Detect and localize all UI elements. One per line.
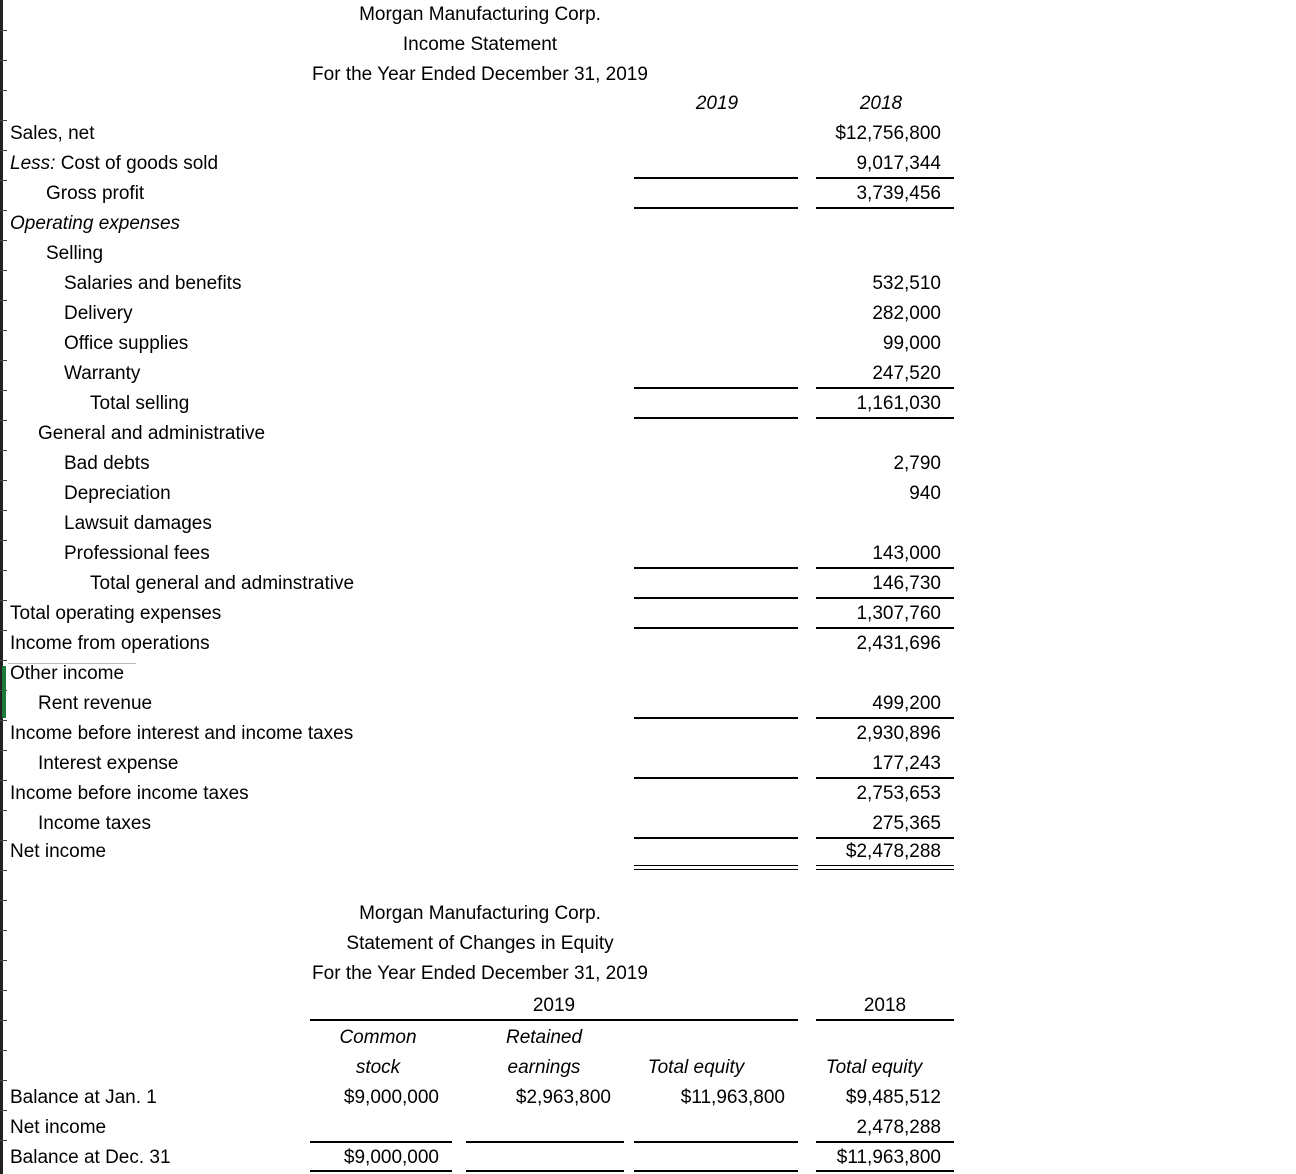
header-total-equity-2019: Total equity — [647, 1057, 745, 1078]
value-2018-salaries: 532,510 — [872, 273, 941, 294]
row-divider — [0, 480, 7, 481]
row-divider — [0, 990, 7, 991]
value-total-equity-2018-dec31: $11,963,800 — [836, 1147, 941, 1168]
row-divider — [0, 660, 7, 661]
underline-equity-total2018-dec31 — [816, 1170, 954, 1172]
row-label-balance-jan1: Balance at Jan. 1 — [10, 1087, 157, 1108]
row-divider — [0, 570, 7, 571]
value-total-equity-2018-jan1: $9,485,512 — [845, 1087, 941, 1108]
underline-equity-retained-dec31 — [466, 1170, 624, 1172]
row-label-total-ga: Total general and adminstrative — [90, 573, 355, 594]
value-retained-earnings-jan1: $2,963,800 — [515, 1087, 611, 1108]
row-divider — [0, 120, 7, 121]
row-label-salaries: Salaries and benefits — [64, 273, 242, 294]
underline-2019-taxes — [634, 837, 798, 839]
value-2018-income-taxes: 275,365 — [872, 813, 941, 834]
underline-2018-rent — [816, 717, 954, 719]
row-divider — [0, 510, 7, 511]
underline-2019-interest — [634, 777, 798, 779]
equity-column-header-2019: 2019 — [532, 995, 576, 1016]
header-total-equity-2018: Total equity — [825, 1057, 923, 1078]
double-underline-2018-net-income — [816, 865, 954, 870]
value-2018-sales: $12,756,800 — [835, 123, 941, 144]
row-divider — [0, 270, 7, 271]
row-label-professional-fees: Professional fees — [64, 543, 210, 564]
row-divider — [0, 60, 7, 61]
column-header-2019: 2019 — [695, 93, 739, 114]
underline-2019-gross-profit — [634, 207, 798, 209]
underline-2018-professional-fees — [816, 567, 954, 569]
equity-period: For the Year Ended December 31, 2019 — [312, 963, 648, 984]
income-statement-title: Income Statement — [402, 34, 558, 55]
row-label-operating-expenses: Operating expenses — [10, 213, 181, 234]
row-label-selling: Selling — [46, 243, 104, 264]
row-divider — [0, 630, 7, 631]
value-common-stock-dec31: $9,000,000 — [343, 1147, 439, 1168]
underline-2019-total-selling — [634, 417, 798, 419]
underline-2019-professional-fees — [634, 567, 798, 569]
value-2018-depreciation: 940 — [909, 483, 941, 504]
underline-2018-taxes — [816, 837, 954, 839]
row-divider — [0, 150, 7, 151]
underline-2018-total-opex — [816, 627, 954, 629]
value-total-equity-2018-net-income: 2,478,288 — [856, 1117, 941, 1138]
row-divider — [0, 450, 7, 451]
row-label-delivery: Delivery — [64, 303, 133, 324]
column-header-2018: 2018 — [859, 93, 903, 114]
underline-2019-warranty — [634, 387, 798, 389]
underline-2019-total-opex — [634, 627, 798, 629]
value-2018-gross-profit: 3,739,456 — [856, 183, 941, 204]
row-label-total-selling: Total selling — [90, 393, 190, 414]
header-retained-earnings-line2: earnings — [507, 1057, 581, 1078]
selected-cell-indicator — [2, 666, 6, 718]
underline-2018-interest — [816, 777, 954, 779]
value-common-stock-jan1: $9,000,000 — [343, 1087, 439, 1108]
row-divider — [0, 300, 7, 301]
row-label-balance-dec31: Balance at Dec. 31 — [10, 1147, 171, 1168]
underline-2018-total-selling — [816, 417, 954, 419]
value-2018-delivery: 282,000 — [872, 303, 941, 324]
underline-2018-cogs — [816, 177, 954, 179]
row-divider — [0, 900, 7, 901]
value-2018-net-income: $2,478,288 — [845, 841, 941, 862]
row-label-general-administrative: General and administrative — [38, 423, 266, 444]
row-label-sales: Sales, net — [10, 123, 95, 144]
value-2018-total-operating-expenses: 1,307,760 — [856, 603, 941, 624]
income-company-name: Morgan Manufacturing Corp. — [359, 4, 601, 25]
row-divider — [0, 810, 7, 811]
row-label-income-before-taxes: Income before income taxes — [10, 783, 249, 804]
equity-statement-title: Statement of Changes in Equity — [346, 933, 614, 954]
value-2018-interest-expense: 177,243 — [872, 753, 941, 774]
value-2018-warranty: 247,520 — [872, 363, 941, 384]
underline-equity-2019-header — [310, 1019, 798, 1021]
row-divider — [0, 330, 7, 331]
underline-equity-total2019-dec31 — [634, 1170, 798, 1172]
header-retained-earnings-line1: Retained — [505, 1027, 583, 1048]
underline-2018-total-ga — [816, 597, 954, 599]
value-2018-total-selling: 1,161,030 — [856, 393, 941, 414]
row-label-income-from-operations: Income from operations — [10, 633, 210, 654]
less-prefix: Less: — [10, 153, 56, 174]
row-label-depreciation: Depreciation — [64, 483, 171, 504]
underline-equity-total2019-net-income — [634, 1141, 798, 1143]
row-label-income-taxes: Income taxes — [38, 813, 151, 834]
row-divider — [0, 420, 7, 421]
income-period: For the Year Ended December 31, 2019 — [312, 64, 648, 85]
header-common-stock-line2: stock — [355, 1057, 401, 1078]
row-header-border — [0, 0, 3, 1174]
value-2018-rent-revenue: 499,200 — [872, 693, 941, 714]
row-divider — [0, 240, 7, 241]
row-divider — [0, 840, 7, 841]
row-divider — [0, 600, 7, 601]
underline-equity-total2018-net-income — [816, 1141, 954, 1143]
underline-2019-rent — [634, 717, 798, 719]
double-underline-2019-net-income — [634, 865, 798, 870]
value-2018-total-ga: 146,730 — [872, 573, 941, 594]
row-divider — [0, 870, 7, 871]
value-2018-cogs: 9,017,344 — [856, 153, 941, 174]
value-2018-income-before-interest-taxes: 2,930,896 — [856, 723, 941, 744]
row-divider — [0, 1050, 7, 1051]
row-label-cogs — [10, 153, 218, 175]
underline-2019-cogs — [634, 177, 798, 179]
row-label-bad-debts: Bad debts — [64, 453, 150, 474]
row-label-net-income: Net income — [10, 841, 107, 862]
row-divider — [0, 90, 7, 91]
row-label-office-supplies: Office supplies — [64, 333, 189, 354]
value-2018-bad-debts: 2,790 — [893, 453, 941, 474]
value-total-equity-2019-jan1: $11,963,800 — [680, 1087, 785, 1108]
row-divider — [0, 720, 7, 721]
underline-2018-warranty — [816, 387, 954, 389]
underline-2019-total-ga — [634, 597, 798, 599]
row-divider — [0, 1140, 7, 1141]
header-common-stock-line1: Common — [339, 1027, 417, 1048]
row-label-equity-net-income: Net income — [10, 1117, 107, 1138]
row-divider — [0, 540, 7, 541]
row-divider — [0, 360, 7, 361]
equity-company-name: Morgan Manufacturing Corp. — [359, 903, 601, 924]
row-label-warranty: Warranty — [64, 363, 141, 384]
row-divider — [0, 930, 7, 931]
underline-equity-common-net-income — [310, 1141, 452, 1143]
value-2018-income-before-taxes: 2,753,653 — [856, 783, 941, 804]
equity-column-header-2018: 2018 — [863, 995, 907, 1016]
row-label-other-income: Other income — [10, 663, 125, 684]
value-2018-income-from-operations: 2,431,696 — [856, 633, 941, 654]
row-divider — [0, 390, 7, 391]
row-label-rent-revenue: Rent revenue — [38, 693, 153, 714]
underline-equity-retained-net-income — [466, 1141, 624, 1143]
row-divider — [0, 750, 7, 751]
value-2018-office-supplies: 99,000 — [882, 333, 941, 354]
underline-2018-gross-profit — [816, 207, 954, 209]
value-2018-professional-fees: 143,000 — [872, 543, 941, 564]
row-divider — [0, 1020, 7, 1021]
underline-equity-common-dec31 — [310, 1170, 452, 1172]
row-label-income-before-interest-taxes: Income before interest and income taxes — [10, 723, 354, 744]
row-divider — [0, 180, 7, 181]
row-label-interest-expense: Interest expense — [38, 753, 179, 774]
row-divider — [0, 960, 7, 961]
row-divider — [0, 1110, 7, 1111]
row-label-total-operating-expenses: Total operating expenses — [10, 603, 222, 624]
row-label-gross-profit: Gross profit — [46, 183, 145, 204]
row-divider — [0, 780, 7, 781]
row-divider — [0, 30, 7, 31]
underline-equity-2018-header — [816, 1019, 954, 1021]
cogs-label-text: Cost of goods sold — [60, 153, 219, 174]
row-label-lawsuit-damages: Lawsuit damages — [64, 513, 212, 534]
row-divider — [0, 1080, 7, 1081]
row-divider — [0, 210, 7, 211]
